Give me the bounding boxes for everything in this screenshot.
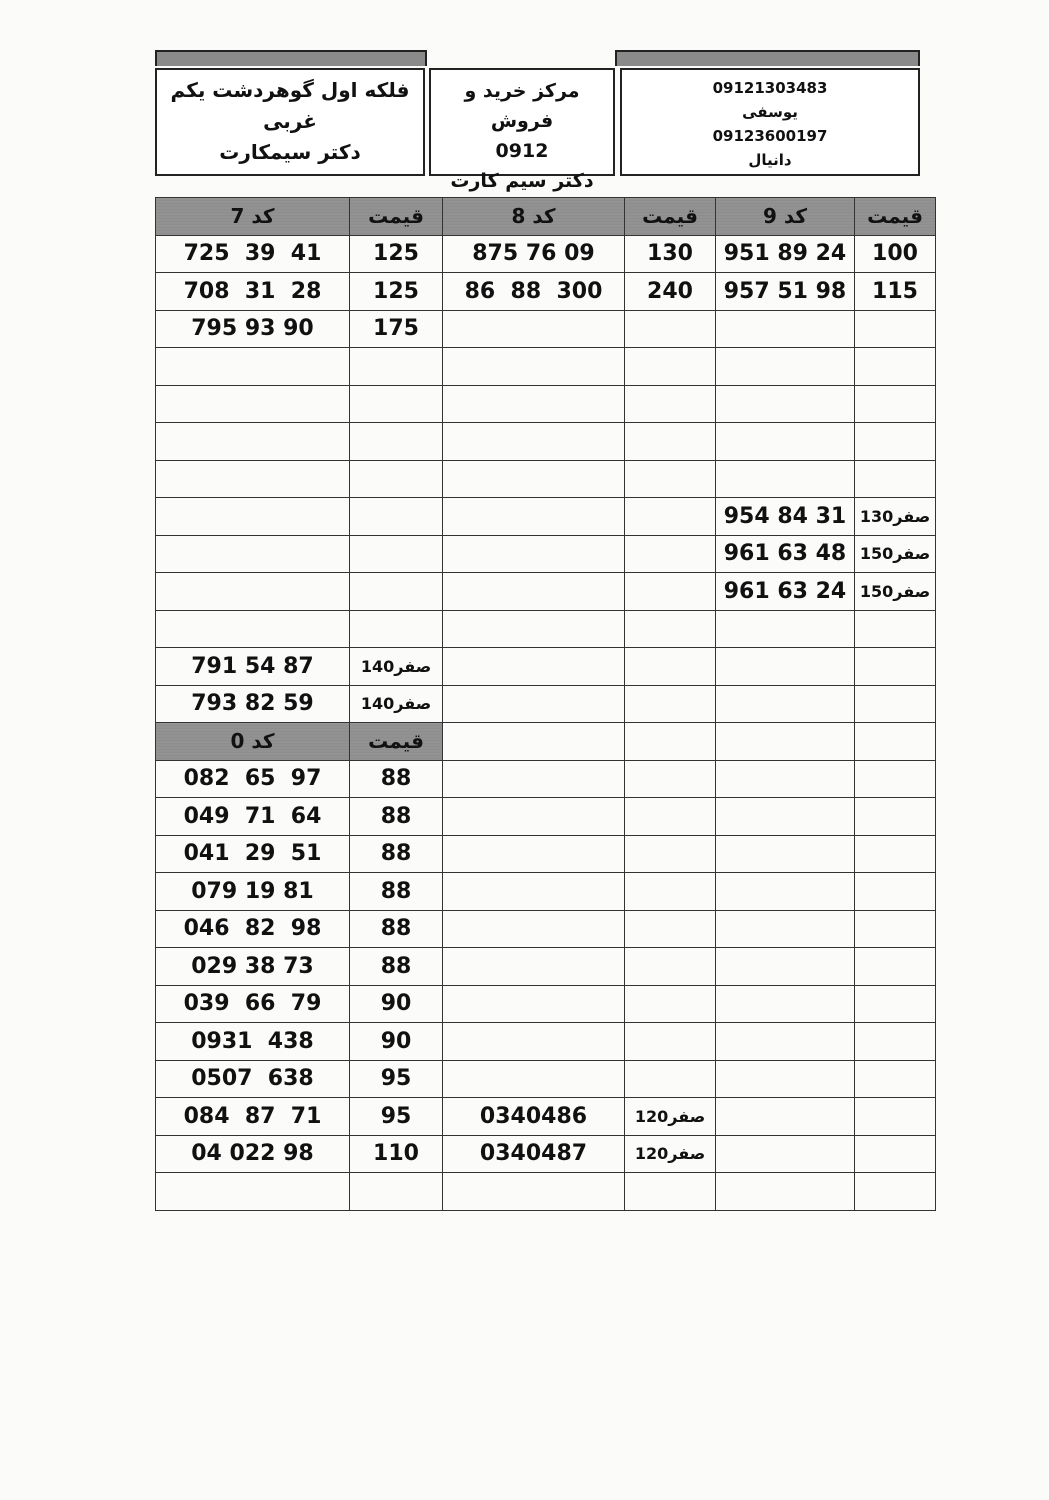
price-cell (625, 835, 716, 873)
table-row (156, 760, 936, 798)
sim-number-cell (443, 798, 625, 836)
sim-number-cell: 079 19 81 (156, 873, 350, 911)
price-cell (855, 423, 936, 461)
sim-number-cell (156, 1173, 350, 1211)
sim-number-cell (716, 348, 855, 386)
header-code-8: کد 8 (443, 198, 625, 236)
table-row (156, 835, 936, 873)
price-cell: 88 (350, 798, 443, 836)
price-cell: 240 (625, 273, 716, 311)
contact-phone-1: 09121303483 (712, 79, 828, 97)
price-cell: صفر150 (855, 573, 936, 611)
sim-number-cell (716, 1060, 855, 1098)
price-cell (855, 610, 936, 648)
table-row (156, 235, 936, 273)
header-left-bar (155, 50, 427, 66)
price-cell: 130 (625, 235, 716, 273)
sim-number-cell (716, 1173, 855, 1211)
sim-number-cell (156, 460, 350, 498)
price-cell (855, 1135, 936, 1173)
table-row (156, 648, 936, 686)
price-cell (625, 310, 716, 348)
price-cell (350, 573, 443, 611)
price-cell: 100 (855, 235, 936, 273)
table-cell (855, 723, 936, 761)
prefix-code: 0912 (495, 140, 549, 162)
sim-number-cell: 0340487 (443, 1135, 625, 1173)
price-cell (855, 685, 936, 723)
price-cell (625, 1023, 716, 1061)
sim-number-cell: 041 29 51 (156, 835, 350, 873)
sim-number-cell (443, 1173, 625, 1211)
sim-number-cell: 725 39 41 (156, 235, 350, 273)
table-row (156, 310, 936, 348)
sim-number-cell (156, 385, 350, 423)
header-code-0: کد 0 (156, 723, 350, 761)
sim-number-cell: 084 87 71 (156, 1098, 350, 1136)
sim-number-cell (443, 685, 625, 723)
price-cell: 175 (350, 310, 443, 348)
header-price-0: قیمت (350, 723, 443, 761)
price-cell (855, 385, 936, 423)
center-subtitle: دکتر سیم کارت (450, 170, 594, 192)
sim-number-cell: 049 71 64 (156, 798, 350, 836)
sim-number-cell (443, 1023, 625, 1061)
price-cell (855, 798, 936, 836)
price-cell: صفر130 (855, 498, 936, 536)
price-cell (625, 573, 716, 611)
price-cell (350, 535, 443, 573)
shop-name: دکتر سیمکارت (219, 140, 361, 164)
sim-number-cell (716, 1135, 855, 1173)
sim-number-cell (716, 948, 855, 986)
price-cell (855, 948, 936, 986)
sim-number-cell (716, 873, 855, 911)
sim-number-cell (443, 460, 625, 498)
price-cell (625, 498, 716, 536)
sim-number-cell (156, 348, 350, 386)
sim-number-cell (716, 460, 855, 498)
price-cell (855, 348, 936, 386)
price-cell (350, 385, 443, 423)
price-cell (625, 348, 716, 386)
sim-number-cell (716, 798, 855, 836)
price-cell (855, 873, 936, 911)
price-cell (625, 460, 716, 498)
sim-number-cell (716, 910, 855, 948)
sim-number-cell (443, 385, 625, 423)
sim-number-cell: 951 89 24 (716, 235, 855, 273)
price-cell: 88 (350, 873, 443, 911)
sim-number-cell (443, 1060, 625, 1098)
table-row (156, 1023, 936, 1061)
price-cell (350, 348, 443, 386)
price-cell: 90 (350, 1023, 443, 1061)
header-price-7: قیمت (350, 198, 443, 236)
header-code-9: کد 9 (716, 198, 855, 236)
table-row (156, 1060, 936, 1098)
sim-number-cell (716, 648, 855, 686)
sim-number-cell: 0340486 (443, 1098, 625, 1136)
price-cell: 90 (350, 985, 443, 1023)
sim-number-cell: 029 38 73 (156, 948, 350, 986)
table-row (156, 273, 936, 311)
price-cell: 115 (855, 273, 936, 311)
price-cell (855, 985, 936, 1023)
price-cell (625, 648, 716, 686)
sim-number-cell (443, 348, 625, 386)
address-line-2: غربی (263, 109, 317, 133)
sim-number-cell (443, 873, 625, 911)
price-cell (625, 910, 716, 948)
price-cell: صفر140 (350, 685, 443, 723)
table-row (156, 873, 936, 911)
sim-number-cell (443, 573, 625, 611)
price-cell (855, 835, 936, 873)
price-cell (350, 1173, 443, 1211)
price-cell (350, 423, 443, 461)
price-cell (855, 1060, 936, 1098)
sim-number-cell: 875 76 09 (443, 235, 625, 273)
price-cell: 88 (350, 760, 443, 798)
center-title-box (429, 68, 615, 192)
sim-number-cell (156, 423, 350, 461)
sim-number-cell (716, 385, 855, 423)
sim-number-cell (716, 423, 855, 461)
sim-number-cell (443, 910, 625, 948)
sim-number-price-table (155, 197, 936, 1211)
sim-number-cell (443, 985, 625, 1023)
sim-number-cell (443, 648, 625, 686)
sim-number-cell (156, 535, 350, 573)
sim-number-cell (443, 760, 625, 798)
sim-number-cell: 961 63 48 (716, 535, 855, 573)
sim-number-cell (443, 423, 625, 461)
table-row (156, 498, 936, 536)
table-row (156, 910, 936, 948)
table-row (156, 1173, 936, 1211)
price-cell (625, 1060, 716, 1098)
price-cell (625, 948, 716, 986)
table-header-row (156, 198, 936, 236)
price-cell (350, 610, 443, 648)
contact-name-2: دانیال (748, 151, 792, 169)
sim-number-cell: 954 84 31 (716, 498, 855, 536)
price-cell: 88 (350, 910, 443, 948)
price-cell (855, 460, 936, 498)
price-cell: 95 (350, 1060, 443, 1098)
table-row (156, 1098, 936, 1136)
sim-number-cell (716, 985, 855, 1023)
price-cell (625, 385, 716, 423)
sim-number-cell: 961 63 24 (716, 573, 855, 611)
table-row (156, 423, 936, 461)
table-cell (716, 723, 855, 761)
price-cell: 125 (350, 235, 443, 273)
sim-number-cell (156, 498, 350, 536)
price-cell: صفر120 (625, 1098, 716, 1136)
price-cell (855, 1023, 936, 1061)
table-row (156, 460, 936, 498)
sim-number-cell (443, 535, 625, 573)
sim-number-cell (443, 835, 625, 873)
sim-number-cell (443, 610, 625, 648)
table-row (156, 348, 936, 386)
sim-number-cell (716, 1098, 855, 1136)
table-body (156, 235, 936, 1210)
price-cell (350, 460, 443, 498)
price-cell (625, 610, 716, 648)
sim-number-cell: 708 31 28 (156, 273, 350, 311)
sim-number-cell: 86 88 300 (443, 273, 625, 311)
table-row (156, 1135, 936, 1173)
sim-number-cell: 793 82 59 (156, 685, 350, 723)
price-cell: صفر120 (625, 1135, 716, 1173)
table-row (156, 948, 936, 986)
sim-number-cell: 04 022 98 (156, 1135, 350, 1173)
price-cell: 125 (350, 273, 443, 311)
table-row (156, 573, 936, 611)
header-right-bar (615, 50, 920, 66)
price-cell: 110 (350, 1135, 443, 1173)
sim-number-cell: 039 66 79 (156, 985, 350, 1023)
sim-number-cell (716, 835, 855, 873)
price-cell: 88 (350, 835, 443, 873)
price-cell (855, 310, 936, 348)
table-row (156, 723, 936, 761)
center-title: مرکز خرید و فروش (464, 80, 580, 132)
table-row (156, 535, 936, 573)
price-cell (625, 760, 716, 798)
price-cell (625, 535, 716, 573)
address-line-1: فلکه اول گوهردشت یکم (170, 78, 410, 102)
header-code-7: کد 7 (156, 198, 350, 236)
sim-number-cell (716, 610, 855, 648)
price-cell (625, 1173, 716, 1211)
sim-number-cell (156, 610, 350, 648)
price-cell (625, 423, 716, 461)
sim-number-cell: 791 54 87 (156, 648, 350, 686)
sim-number-cell: 082 65 97 (156, 760, 350, 798)
price-cell: 88 (350, 948, 443, 986)
price-cell (855, 910, 936, 948)
price-cell (625, 798, 716, 836)
contacts-box (620, 68, 920, 176)
sim-number-cell (443, 948, 625, 986)
price-cell (855, 1173, 936, 1211)
sim-number-cell: 0931 438 (156, 1023, 350, 1061)
table-row (156, 685, 936, 723)
price-cell (855, 1098, 936, 1136)
price-cell (855, 760, 936, 798)
price-cell (855, 648, 936, 686)
sim-number-cell (716, 310, 855, 348)
contact-phone-2: 09123600197 (712, 127, 828, 145)
header-price-9: قیمت (855, 198, 936, 236)
price-cell: صفر150 (855, 535, 936, 573)
price-cell: صفر140 (350, 648, 443, 686)
table-row (156, 385, 936, 423)
table-row (156, 610, 936, 648)
header-price-8: قیمت (625, 198, 716, 236)
sim-number-cell (716, 1023, 855, 1061)
sim-number-cell: 0507 638 (156, 1060, 350, 1098)
sim-number-cell: 795 93 90 (156, 310, 350, 348)
price-cell: 95 (350, 1098, 443, 1136)
shop-address-box (155, 68, 425, 176)
price-cell (625, 873, 716, 911)
sim-number-cell (716, 685, 855, 723)
sim-number-cell: 957 51 98 (716, 273, 855, 311)
sim-number-cell (443, 498, 625, 536)
contact-name-1: یوسفی (742, 103, 798, 121)
sim-number-cell: 046 82 98 (156, 910, 350, 948)
table-cell (443, 723, 625, 761)
table-row (156, 985, 936, 1023)
price-cell (625, 685, 716, 723)
price-cell (625, 985, 716, 1023)
table-cell (625, 723, 716, 761)
sim-number-cell (156, 573, 350, 611)
price-cell (350, 498, 443, 536)
table-row (156, 798, 936, 836)
sim-number-cell (443, 310, 625, 348)
sim-number-cell (716, 760, 855, 798)
